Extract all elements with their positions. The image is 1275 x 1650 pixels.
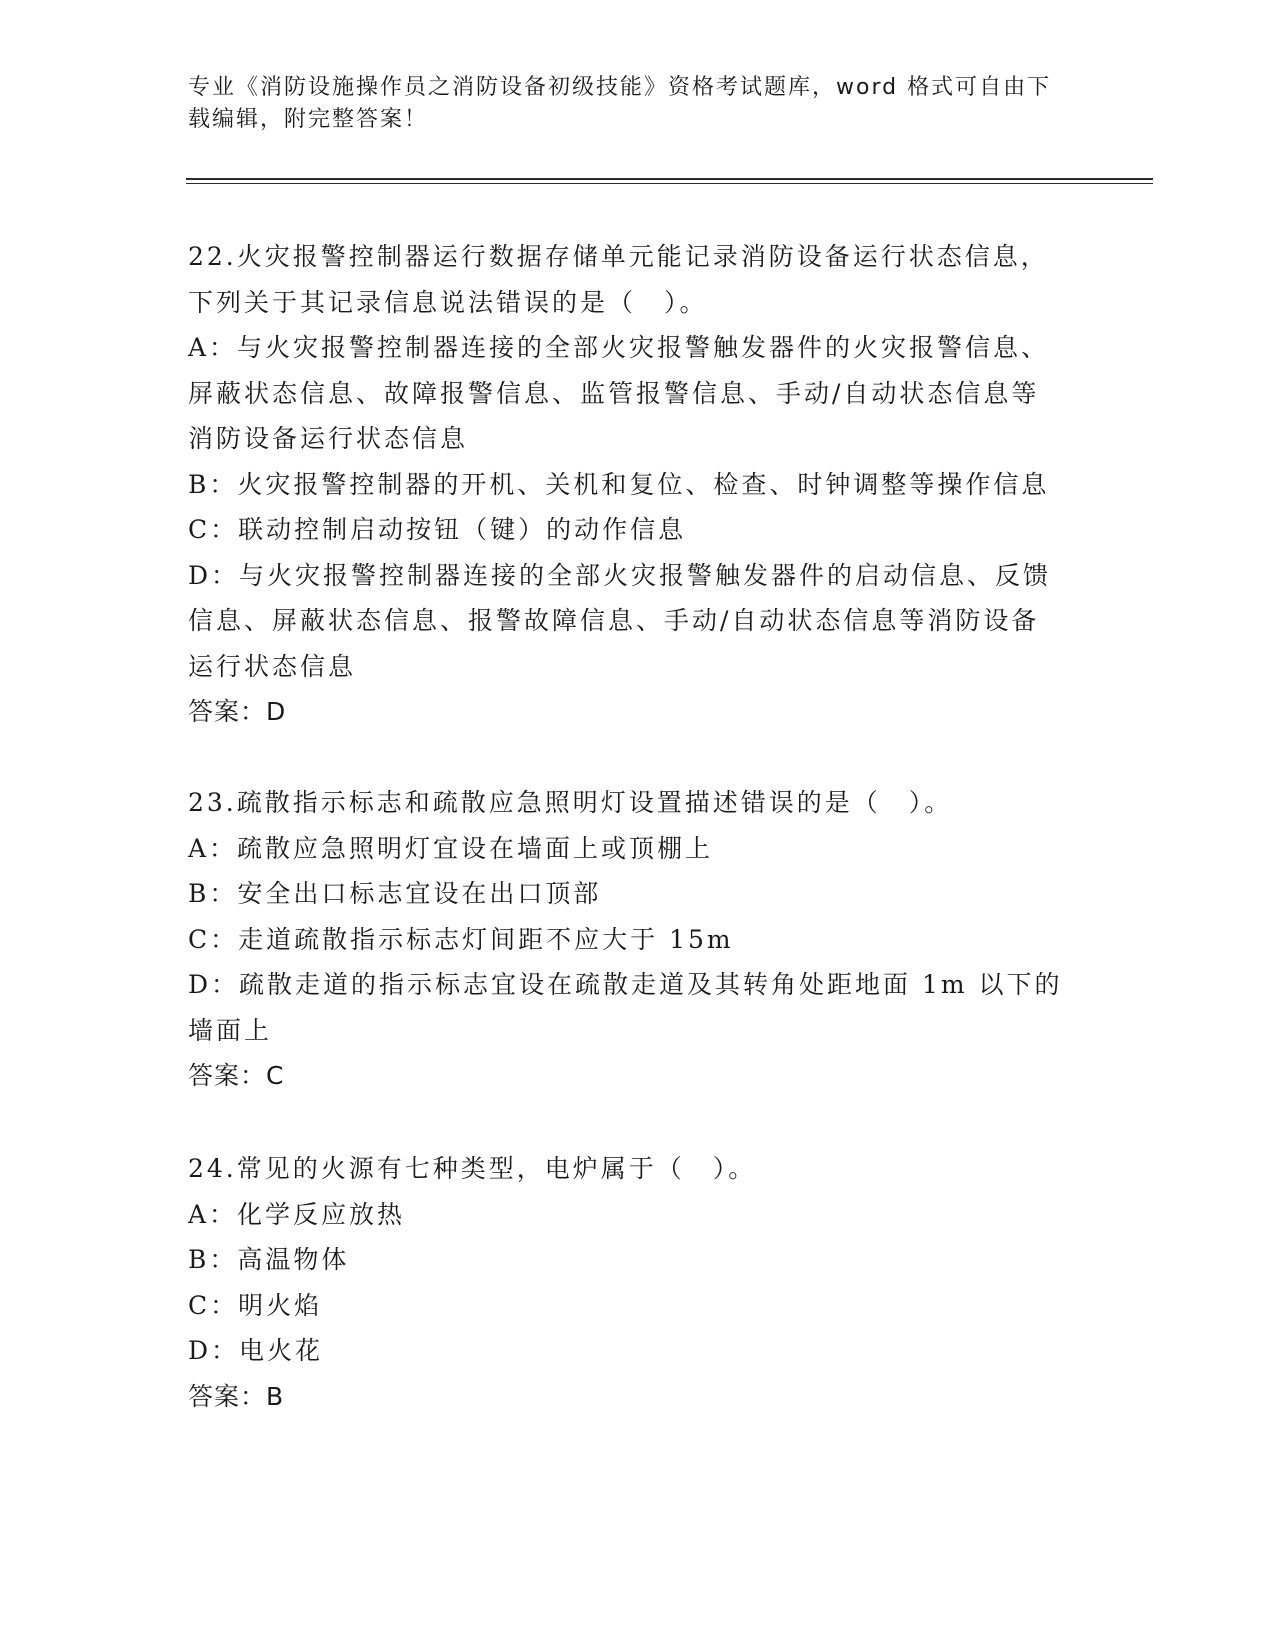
option-a-line: A：疏散应急照明灯宜设在墙面上或顶棚上: [188, 833, 714, 863]
answer-label: 答案：D: [188, 697, 287, 726]
option-b-line: B：高温物体: [188, 1245, 350, 1274]
option-d-line: D：与火灾报警控制器连接的全部火灾报警触发器件的启动信息、反馈: [188, 560, 1052, 590]
option-b-line: B：安全出口标志宜设在出口顶部: [188, 879, 602, 908]
option-c-line: C：明火焰: [188, 1290, 323, 1320]
option-d-line: D：电火花: [188, 1336, 324, 1365]
question-22: [188, 234, 1088, 735]
question-stem-line: 23.疏散指示标志和疏散应急照明灯设置描述错误的是（ ）。: [188, 788, 953, 817]
option-d-line: 运行状态信息: [188, 651, 357, 681]
option-d-line: 信息、屏蔽状态信息、报警故障信息、手动/自动状态信息等消防设备: [188, 606, 1040, 635]
option-c-line: C：走道疏散指示标志灯间距不应大于 15m: [188, 924, 734, 954]
document-header: [188, 72, 1088, 136]
option-a-line: A：与火灾报警控制器连接的全部火灾报警触发器件的火灾报警信息、: [188, 333, 1050, 362]
option-d-line: D：疏散走道的指示标志宜设在疏散走道及其转角处距地面 1m 以下的: [188, 970, 1063, 999]
option-a-line: 消防设备运行状态信息: [188, 424, 469, 453]
answer-label: 答案：C: [188, 1061, 285, 1090]
header-divider-thin: [186, 183, 1153, 184]
option-a-line: A：化学反应放热: [188, 1199, 406, 1229]
header-divider-thick: [186, 178, 1153, 180]
option-d-line: 墙面上: [188, 1015, 273, 1045]
header-line-1: 专业《消防设施操作员之消防设备初级技能》资格考试题库，word 格式可自由下: [188, 75, 1052, 100]
question-stem-line: 22.火灾报警控制器运行数据存储单元能记录消防设备运行状态信息，: [188, 242, 1049, 271]
question-24: [188, 1146, 1088, 1419]
header-line-2: 载编辑，附完整答案！: [188, 107, 429, 132]
question-23: [188, 780, 1088, 1099]
option-a-line: 屏蔽状态信息、故障报警信息、监管报警信息、手动/自动状态信息等: [188, 378, 1040, 408]
option-c-line: C：联动控制启动按钮（键）的动作信息: [188, 515, 687, 544]
answer-label: 答案：B: [188, 1381, 285, 1411]
question-stem-line: 下列关于其记录信息说法错误的是（ ）。: [188, 287, 708, 317]
option-b-line: B：火灾报警控制器的开机、关机和复位、检查、时钟调整等操作信息: [188, 469, 1050, 499]
question-stem-line: 24.常见的火源有七种类型，电炉属于（ ）。: [188, 1154, 757, 1183]
